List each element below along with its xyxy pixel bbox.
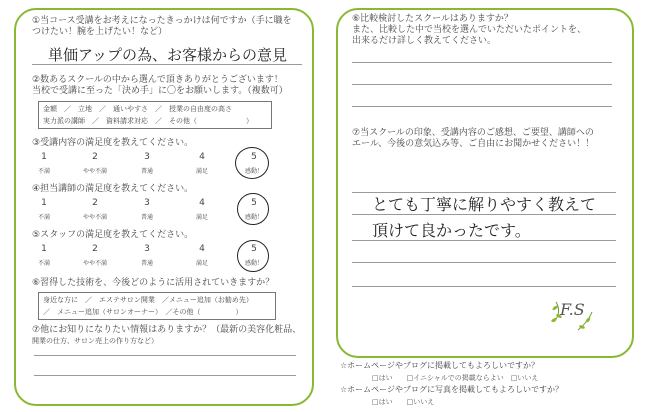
q7-handwritten-answer-line-2: 頂けて良かったです。 (372, 221, 531, 240)
q3-selection-circle (235, 147, 269, 179)
q7-left-question: ⑦他にお知りになりたい情報はありますか？（最新の美容化粧品、 開業の仕方、サロン売上の作り方など） (32, 325, 302, 345)
q3-question: ③受講内容の満足度を教えてください。 (32, 138, 194, 148)
q6-question: ⑥習得した技術を、今後どのように活用されていきますか？ (32, 278, 275, 288)
q7-handwritten-answer-line-1: とても丁寧に解りやすく教えて (372, 195, 597, 214)
q4-question: ④担当講師の満足度を教えてください。 (32, 184, 194, 194)
q1-handwritten-answer: 単価アップの為、お客様からの意見 (48, 46, 287, 64)
q6-options-box: 身近な方に ／ エステサロン開業 ／メニュー追加（お勧め先） ／ メニュー追加（サロンオーナー） ／その他（ ） (38, 292, 276, 320)
signature-emblem (548, 292, 598, 334)
q5-selection-circle (237, 240, 269, 272)
q6-right-line-1 (352, 62, 612, 63)
q5-question: ⑤スタッフの満足度を教えてください。 (32, 230, 194, 240)
q7-right-question: ⑦当スクールの印象、受講内容のご感想、ご要望、講師への エール、今後の意気込み等、ご自由にお聞かせください！！ (352, 128, 595, 149)
q6-right-line-3 (352, 106, 612, 107)
publish-consent-options[interactable]: □はい □イニシャルでの掲載ならよい □いいえ (372, 374, 539, 382)
q6-right-line-2 (352, 84, 612, 85)
q7-right-line-2 (352, 214, 616, 215)
q1-question: ①当コース受講をお考えになったきっかけは何ですか（手に職を つけたい！腕を上げたい！など） (32, 16, 292, 37)
photo-consent-options[interactable]: □はい □いいえ (372, 398, 435, 406)
q7-right-line-4 (352, 262, 616, 263)
q7-right-line-5 (352, 286, 616, 287)
q1-answer-line (32, 64, 302, 65)
signature-initials: F.S (560, 300, 585, 319)
q7-right-line-3 (352, 240, 616, 241)
publish-consent-question: ☆ホームページやブログに掲載してもよろしいですか？ (340, 361, 540, 370)
photo-consent-question: ☆ホームページやブログに写真を掲載してもよろしいですか？ (340, 385, 564, 394)
q2-options-box: 金額 ／ 立地 ／ 通いやすさ ／ 授業の自由度の高さ 実力派の講師 ／ 資料請求対応 ／ その他（ ） (38, 101, 272, 129)
q7-left-answer-line-1 (34, 355, 296, 356)
q4-selection-circle (237, 193, 269, 225)
q2-question: ②数あるスクールの中から選んで頂きありがとうございます！ 当校で受講に至った「決め手」に〇をお願いします。（複数可） (32, 75, 288, 96)
q7-left-answer-line-2 (34, 375, 296, 376)
q6-right-question: ⑥比較検討したスクールはありますか？ また、比較した中で当校を選んでいただいたポイントを、 出来るだけ詳しく教えてください。 (352, 14, 587, 46)
